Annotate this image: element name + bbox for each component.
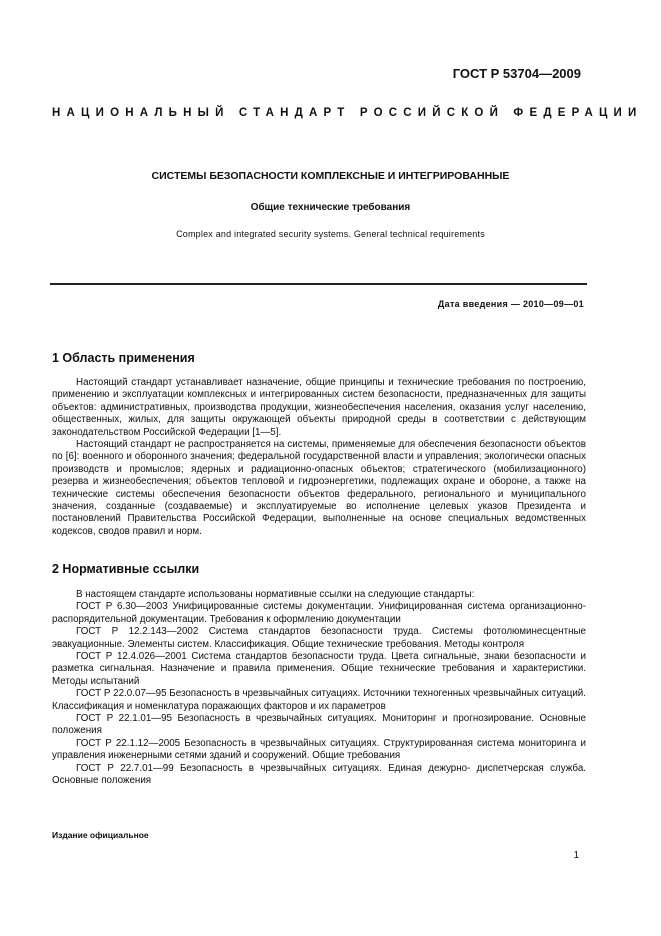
reference-item: ГОСТ Р 12.2.143—2002 Система стандартов безопасности труда. Системы фотолюминесцентные эвакуационные. Элементы систем. Классификация. Общие технические требования. Методы контроля [52,626,586,650]
reference-item: ГОСТ Р 6.30—2003 Унифицированные системы документации. Унифицированная система организационно-распорядительной документации. Требования к оформлению документации [52,601,586,625]
document-number: ГОСТ Р 53704—2009 [452,66,581,81]
section-heading: 2 Нормативные ссылки [52,562,200,576]
english-title: Complex and integrated security systems. General technical requirements [176,229,485,239]
effective-date: Дата введения — 2010—09—01 [437,299,584,309]
reference-item: ГОСТ Р 22.1.01—95 Безопасность в чрезвычайных ситуациях. Мониторинг и прогнозирование. Основные положения [52,713,586,737]
standard-banner: НАЦИОНАЛЬНЫЙ СТАНДАРТ РОССИЙСКОЙ ФЕДЕРАЦИИ [52,107,643,119]
edition-label: Издание официальное [52,830,149,840]
section-scope [52,351,586,538]
horizontal-rule [50,283,587,285]
page-number: 1 [573,850,579,861]
paragraph: Настоящий стандарт не распространяется на системы, применяемые для обеспечения безопасности объектов по [6]: военного и оборонного значения; федеральной государственной власти и управления; экологически опасных производств и промыслов; ядерных и радиационно-опасных объектов; стратегического (мобилизационного) резерва и жизнеобеспечения; объектов тепловой и гидроэнергетики, подлежащих охране и обороне, а также на технические системы обеспечения безопасности объектов федерального, регионального и муниципального значения, созданные (создаваемые) и эксплуатируемые во исполнение целевых указов Президента и постановлений Правительства Российской Федерации, выполненные на основе специальных ведомственных кодексов, сводов правил и норм. [52,439,586,537]
reference-item: ГОСТ Р 22.7.01—99 Безопасность в чрезвычайных ситуациях. Единая дежурно- диспетчерская служба. Основные положения [52,762,586,787]
reference-item: ГОСТ Р 22.0.07—95 Безопасность в чрезвычайных ситуациях. Источники техногенных чрезвычайных ситуаций. Классификация и номенклатура поражающих факторов и их параметров [52,688,586,712]
document-title: СИСТЕМЫ БЕЗОПАСНОСТИ КОМПЛЕКСНЫЕ И ИНТЕГРИРОВАННЫЕ [151,170,510,182]
reference-item: ГОСТ Р 22.1.12—2005 Безопасность в чрезвычайных ситуациях. Структурированная система мониторинга и управления инженерными сетями зданий и сооружений. Общие требования [52,737,586,762]
paragraph: Настоящий стандарт устанавливает назначение, общие принципы и технические требования по построению, применению и эксплуатации комплексных и интегрированных систем безопасности, предназначенных для защиты объектов: административных, производства продукции, жизнеобеспечения населения, оказания услуг населению, общественных, жилых, для защиты окружающей объекты природной среды в соответствии с действующим законодательством Российской Федерации [1—5]. [52,377,586,438]
section-normative-references [52,562,586,788]
document-subtitle: Общие технические требования [250,202,411,213]
paragraph: В настоящем стандарте использованы нормативные ссылки на следующие стандарты: [76,589,475,600]
section-heading: 1 Область применения [52,351,195,365]
reference-item: ГОСТ Р 12.4.026—2001 Система стандартов безопасности труда. Цвета сигнальные, знаки безопасности и разметка сигнальная. Назначение и правила применения. Общие технические требования и характеристики. Методы испытаний [52,651,586,687]
